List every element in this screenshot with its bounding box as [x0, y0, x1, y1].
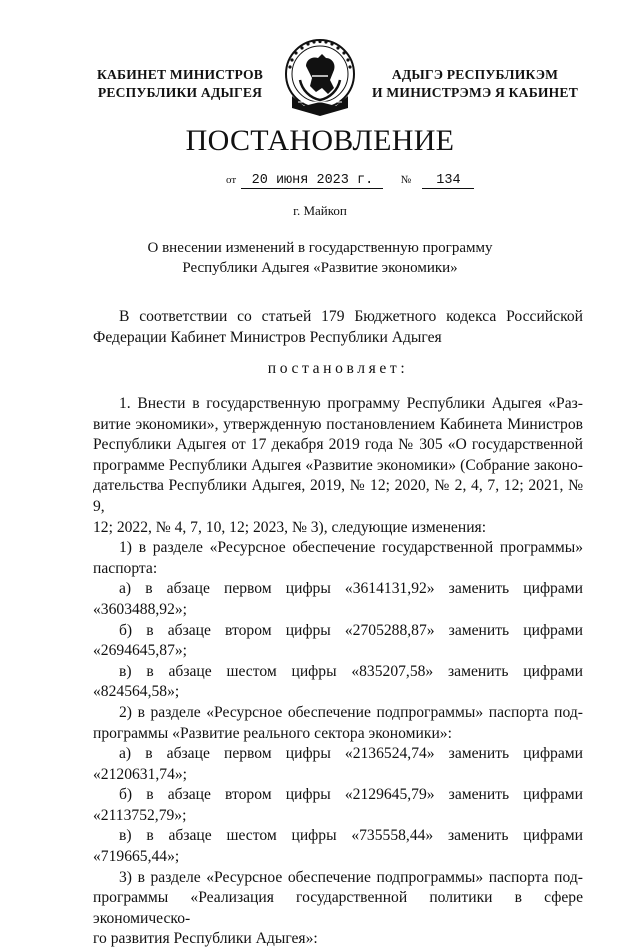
date-prefix: от [226, 174, 237, 186]
paragraph-line: 12; 2022, № 4, 7, 10, 12; 2023, № 3), следующие изменения: [93, 518, 487, 536]
paragraph-line: в) в абзаце шестом цифры «835207,58» заменить цифрами [119, 662, 583, 680]
paragraph-line: программы «Реализация государственной политики в сфере экономическо- [93, 889, 583, 927]
paragraph-line: программе Республики Адыгея «Развитие экономики» (Собрание законо- [93, 456, 583, 474]
issuer-line: РЕСПУБЛИКИ АДЫГЕЯ [97, 85, 263, 100]
paragraph-line: Республики Адыгея от 17 декабря 2019 года № 305 «О государственной [93, 436, 583, 454]
paragraph-line: «2694645,87»; [93, 642, 187, 660]
paragraph-line: го развития Республики Адыгея»: [93, 930, 318, 948]
issuer-line: И МИНИСТРЭМЭ Я КАБИНЕТ [372, 85, 578, 100]
preamble [93, 307, 583, 348]
paragraph-line: в) в абзаце шестом цифры «735558,44» заменить цифрами [119, 827, 583, 845]
document-number: 134 [422, 173, 474, 189]
document-title: ПОСТАНОВЛЕНИЕ [185, 124, 455, 157]
paragraph-line: 1. Внести в государственную программу Республики Адыгея «Раз- [119, 395, 583, 412]
paragraph-line: б) в абзаце втором цифры «2129645,79» заменить цифрами [119, 786, 583, 804]
paragraph-line: «719665,44»; [93, 848, 180, 866]
document-date: 20 июня 2023 г. [241, 173, 383, 189]
paragraph-line: витие экономики», утвержденную постановлением Кабинета Министров [93, 415, 583, 433]
paragraph-line: «2120631,74»; [93, 765, 187, 783]
paragraph-line: «824564,58»; [93, 683, 180, 701]
number-prefix: № [400, 174, 412, 186]
paragraph-line: паспорта: [93, 559, 158, 577]
adygea-coat-of-arms-icon [282, 36, 358, 118]
paragraph-line: «3603488,92»; [93, 600, 187, 618]
issuer-name-russian [94, 66, 266, 102]
paragraph-line: 2) в разделе «Ресурсное обеспечение подпрограммы» паспорта под- [119, 703, 583, 721]
paragraph-line: а) в абзаце первом цифры «2136524,74» заменить цифрами [119, 745, 583, 763]
resolution-body [93, 394, 583, 950]
paragraph-line: дательства Республики Адыгея, 2019, № 12; 2020, № 2, 4, 7, 12; 2021, № 9, [93, 477, 583, 515]
document-date-number [226, 171, 474, 189]
paragraph-line: программы «Развитие реального сектора экономики»: [93, 724, 452, 742]
resolves-word: постановляет: [267, 360, 409, 377]
subject-line: Республики Адыгея «Развитие экономики» [182, 260, 458, 276]
document-city: г. Майкоп [293, 203, 347, 218]
paragraph-line: 1) в разделе «Ресурсное обеспечение государственной программы» [119, 539, 583, 557]
issuer-name-adyghe [372, 66, 578, 102]
paragraph-line: «2113752,79»; [93, 806, 187, 824]
issuer-line: АДЫГЭ РЕСПУБЛИКЭМ [391, 67, 559, 82]
paragraph-line: 3) в разделе «Ресурсное обеспечение подпрограммы» паспорта под- [119, 868, 583, 886]
subject-line: О внесении изменений в государственную программу [147, 240, 493, 256]
document-subject [0, 238, 640, 278]
paragraph-line: б) в абзаце втором цифры «2705288,87» заменить цифрами [119, 621, 583, 639]
issuer-line: КАБИНЕТ МИНИСТРОВ [96, 67, 264, 82]
paragraph-line: а) в абзаце первом цифры «3614131,92» заменить цифрами [119, 580, 583, 598]
preamble-line: Федерации Кабинет Министров Республики Адыгея [93, 328, 442, 346]
preamble-line: В соответствии со статьей 179 Бюджетного кодекса Российской [119, 308, 583, 325]
